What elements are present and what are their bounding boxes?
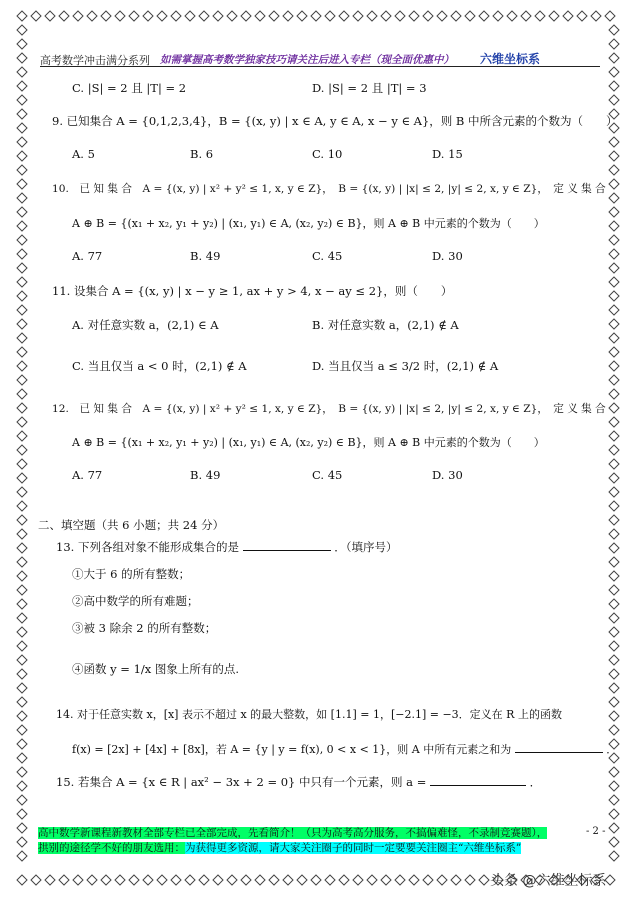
border-diamond: [493, 11, 503, 21]
border-diamond: [339, 875, 349, 885]
footer-promo: [38, 826, 598, 856]
q8-option-c: C. |S| = 2 且 |T| = 2: [72, 81, 187, 95]
border-diamond: [17, 767, 27, 777]
border-diamond: [353, 11, 363, 21]
border-diamond: [17, 347, 27, 357]
border-diamond: [17, 319, 27, 329]
border-diamond: [17, 53, 27, 63]
border-diamond: [609, 305, 619, 315]
border-diamond: [17, 823, 27, 833]
border-diamond: [609, 655, 619, 665]
border-diamond: [17, 137, 27, 147]
border-diamond: [87, 875, 97, 885]
border-diamond: [241, 875, 251, 885]
border-diamond: [609, 221, 619, 231]
border-diamond: [609, 613, 619, 623]
border-diamond: [17, 151, 27, 161]
series-title: 高考数学冲击满分系列: [40, 54, 150, 67]
footer-line-1: 高中数学新课程新教材全部专栏已全部完成，先看简介！（只为高考高分服务，不搞偏难怪，不录制竞赛题），: [38, 827, 548, 839]
q13-item-1: ①大于 6 的所有整数；: [72, 567, 191, 581]
q14-line-1: 14. 对于任意实数 x，[x] 表示不超过 x 的最大整数，如 [1.1] = 1，[−2.1] = −3．定义在 R 上的函数: [56, 708, 562, 721]
border-diamond: [609, 487, 619, 497]
q9-option-b: B. 6: [190, 147, 214, 161]
border-diamond: [609, 641, 619, 651]
border-diamond: [17, 193, 27, 203]
q13-item-4: ④函数 y = 1/x 图象上所有的点.: [72, 662, 240, 676]
q15-stem: [56, 773, 541, 790]
border-diamond: [45, 875, 55, 885]
border-diamond: [17, 725, 27, 735]
footer-line-2-lead: 拱别的途径学不好的朋友选用：: [38, 842, 185, 854]
border-diamond: [17, 109, 27, 119]
border-diamond: [171, 11, 181, 21]
border-diamond: [609, 585, 619, 595]
border-diamond: [609, 291, 619, 301]
border-diamond: [283, 11, 293, 21]
border-diamond: [609, 431, 619, 441]
border-diamond: [143, 875, 153, 885]
border-diamond: [101, 11, 111, 21]
border-diamond: [17, 655, 27, 665]
border-diamond: [609, 795, 619, 805]
border-diamond: [17, 739, 27, 749]
q12-line-1: 12. 已 知 集 合 A = {(x, y) | x² + y² ≤ 1, x, y ∈ Z}， B = {(x, y) | |x| ≤ 2, |y| ≤ 2, x, y ∈ Z}， 定 义 集 合: [52, 403, 606, 415]
border-diamond: [227, 11, 237, 21]
border-diamond: [185, 875, 195, 885]
q13-stem-text: 13. 下列各组对象不能形成集合的是: [56, 540, 239, 554]
border-diamond: [17, 599, 27, 609]
border-diamond: [353, 875, 363, 885]
border-diamond: [381, 875, 391, 885]
border-diamond: [609, 501, 619, 511]
border-diamond: [17, 487, 27, 497]
header-rule: [40, 66, 600, 67]
border-diamond: [311, 875, 321, 885]
q14-line-2-suffix: ．: [606, 743, 618, 756]
border-diamond: [31, 875, 41, 885]
border-diamond: [17, 25, 27, 35]
border-diamond: [255, 11, 265, 21]
border-diamond: [17, 837, 27, 847]
q11-stem: 11. 设集合 A = {(x, y) | x − y ≥ 1, ax + y > 4, x − ay ≤ 2}，则（ ）: [52, 284, 453, 298]
border-diamond: [17, 459, 27, 469]
border-diamond: [609, 389, 619, 399]
q14-line-2: [72, 740, 617, 757]
border-diamond: [609, 25, 619, 35]
border-diamond: [609, 193, 619, 203]
border-diamond: [507, 11, 517, 21]
border-diamond: [465, 875, 475, 885]
border-diamond: [17, 515, 27, 525]
border-diamond: [609, 319, 619, 329]
border-diamond: [423, 875, 433, 885]
border-diamond: [521, 11, 531, 21]
border-diamond: [17, 711, 27, 721]
section-heading: 二、填空题（共 6 小题；共 24 分）: [38, 518, 225, 532]
border-diamond: [17, 627, 27, 637]
border-diamond: [609, 515, 619, 525]
border-diamond: [213, 875, 223, 885]
q9-option-d: D. 15: [432, 147, 463, 161]
q13-item-3: ③被 3 除余 2 的所有整数；: [72, 621, 217, 635]
border-diamond: [199, 875, 209, 885]
border-diamond: [609, 599, 619, 609]
border-diamond: [423, 11, 433, 21]
border-diamond: [609, 767, 619, 777]
border-diamond: [609, 39, 619, 49]
border-diamond: [609, 249, 619, 259]
border-diamond: [609, 67, 619, 77]
q15-stem-suffix: ．: [529, 775, 542, 789]
border-diamond: [17, 165, 27, 175]
border-diamond: [609, 333, 619, 343]
border-diamond: [609, 417, 619, 427]
border-diamond: [609, 81, 619, 91]
border-diamond: [17, 669, 27, 679]
border-diamond: [609, 781, 619, 791]
border-diamond: [311, 11, 321, 21]
border-diamond: [17, 263, 27, 273]
q13-stem-suffix: ．（填序号）: [334, 540, 398, 554]
border-diamond: [367, 875, 377, 885]
border-diamond: [17, 501, 27, 511]
border-diamond: [479, 875, 489, 885]
border-diamond: [297, 11, 307, 21]
border-diamond: [45, 11, 55, 21]
border-diamond: [17, 473, 27, 483]
border-diamond: [17, 305, 27, 315]
q15-stem-text: 15. 若集合 A = {x ∈ R | ax² − 3x + 2 = 0} 中只有一个元素，则 a =: [56, 775, 427, 789]
border-diamond: [17, 11, 27, 21]
border-diamond: [609, 165, 619, 175]
border-diamond: [409, 11, 419, 21]
border-diamond: [17, 613, 27, 623]
border-diamond: [17, 403, 27, 413]
border-diamond: [59, 875, 69, 885]
border-diamond: [395, 875, 405, 885]
border-diamond: [591, 11, 601, 21]
border-diamond: [17, 207, 27, 217]
border-diamond: [115, 11, 125, 21]
border-diamond: [199, 11, 209, 21]
border-diamond: [73, 875, 83, 885]
q13-answer-blank[interactable]: [243, 538, 331, 551]
border-diamond: [241, 11, 251, 21]
border-diamond: [17, 221, 27, 231]
border-diamond: [465, 11, 475, 21]
q12-option-b: B. 49: [190, 468, 221, 482]
border-diamond: [609, 557, 619, 567]
border-diamond: [609, 459, 619, 469]
border-diamond: [17, 809, 27, 819]
border-diamond: [609, 837, 619, 847]
border-diamond: [339, 11, 349, 21]
q12-option-a: A. 77: [72, 468, 103, 482]
page-header: [40, 48, 600, 68]
q11-option-a: A. 对任意实数 a，(2,1) ∈ A: [72, 318, 219, 332]
border-diamond: [143, 11, 153, 21]
border-diamond: [609, 529, 619, 539]
border-diamond: [255, 875, 265, 885]
border-diamond: [227, 875, 237, 885]
border-diamond: [157, 11, 167, 21]
border-diamond: [609, 151, 619, 161]
border-diamond: [609, 851, 619, 861]
border-diamond: [17, 81, 27, 91]
border-diamond: [609, 711, 619, 721]
q10-option-b: B. 49: [190, 249, 221, 263]
border-diamond: [213, 11, 223, 21]
border-diamond: [609, 627, 619, 637]
border-diamond: [73, 11, 83, 21]
q12-line-2: A ⊕ B = {(x₁ + x₂, y₁ + y₂) | (x₁, y₁) ∈ A, (x₂, y₂) ∈ B}，则 A ⊕ B 中元素的个数为（ ）: [72, 436, 545, 449]
border-diamond: [17, 795, 27, 805]
border-diamond: [17, 543, 27, 553]
border-diamond: [563, 11, 573, 21]
border-diamond: [609, 179, 619, 189]
border-diamond: [17, 333, 27, 343]
border-diamond: [185, 11, 195, 21]
border-diamond: [17, 417, 27, 427]
border-diamond: [437, 11, 447, 21]
border-diamond: [157, 875, 167, 885]
border-diamond: [17, 557, 27, 567]
footer-line-2-follow: 为获得更多资源，请大家关注圈子的同时一定要要关注圈主“六维坐标系”: [185, 842, 522, 854]
border-diamond: [17, 641, 27, 651]
border-diamond: [609, 263, 619, 273]
q9-option-c: C. 10: [312, 147, 343, 161]
q9-stem: 9. 已知集合 A = {0,1,2,3,4}，B = {(x, y) | x ∈ A, y ∈ A, x − y ∈ A}，则 B 中所含元素的个数为（ ）: [52, 114, 618, 128]
border-diamond: [609, 683, 619, 693]
border-diamond: [17, 431, 27, 441]
border-diamond: [609, 361, 619, 371]
border-diamond: [101, 875, 111, 885]
border-diamond: [609, 403, 619, 413]
border-diamond: [17, 179, 27, 189]
border-diamond: [129, 11, 139, 21]
border-diamond: [605, 11, 615, 21]
q8-option-d: D. |S| = 2 且 |T| = 3: [312, 81, 427, 95]
border-diamond: [409, 875, 419, 885]
border-diamond: [17, 277, 27, 287]
border-diamond: [451, 11, 461, 21]
border-diamond: [17, 39, 27, 49]
q11-option-d: D. 当且仅当 a ≤ 3/2 时，(2,1) ∉ A: [312, 359, 499, 373]
border-diamond: [17, 697, 27, 707]
border-diamond: [609, 53, 619, 63]
border-diamond: [609, 473, 619, 483]
border-diamond: [609, 669, 619, 679]
border-diamond: [451, 875, 461, 885]
border-diamond: [17, 571, 27, 581]
border-diamond: [609, 697, 619, 707]
border-diamond: [609, 235, 619, 245]
border-diamond: [609, 809, 619, 819]
border-diamond: [609, 375, 619, 385]
q14-answer-blank[interactable]: [515, 740, 603, 753]
border-diamond: [269, 875, 279, 885]
border-diamond: [609, 137, 619, 147]
border-diamond: [31, 11, 41, 21]
border-diamond: [605, 875, 615, 885]
border-diamond: [17, 529, 27, 539]
border-diamond: [609, 725, 619, 735]
border-diamond: [609, 445, 619, 455]
border-diamond: [171, 875, 181, 885]
border-diamond: [609, 823, 619, 833]
border-diamond: [609, 207, 619, 217]
q12-option-d: D. 30: [432, 468, 463, 482]
border-diamond: [17, 683, 27, 693]
border-diamond: [609, 277, 619, 287]
border-diamond: [535, 11, 545, 21]
q13-item-2: ②高中数学的所有难题；: [72, 594, 199, 608]
border-diamond: [59, 11, 69, 21]
border-diamond: [325, 11, 335, 21]
border-diamond: [17, 249, 27, 259]
q11-option-b: B. 对任意实数 a，(2,1) ∉ A: [312, 318, 459, 332]
border-diamond: [269, 11, 279, 21]
border-diamond: [325, 875, 335, 885]
border-diamond: [367, 11, 377, 21]
q14-line-2-text: f(x) = [2x] + [4x] + [8x]，若 A = {y | y = f(x), 0 < x < 1}，则 A 中所有元素之和为: [72, 743, 512, 756]
border-diamond: [283, 875, 293, 885]
border-diamond: [17, 875, 27, 885]
border-diamond: [115, 875, 125, 885]
border-diamond: [87, 11, 97, 21]
q10-line-2: A ⊕ B = {(x₁ + x₂, y₁ + y₂) | (x₁, y₁) ∈ A, (x₂, y₂) ∈ B}，则 A ⊕ B 中元素的个数为（ ）: [72, 217, 545, 230]
border-diamond: [549, 11, 559, 21]
border-diamond: [17, 445, 27, 455]
page-number: - 2 -: [586, 826, 606, 837]
border-diamond: [395, 11, 405, 21]
border-diamond: [609, 347, 619, 357]
border-diamond: [17, 123, 27, 133]
q10-line-1: 10. 已 知 集 合 A = {(x, y) | x² + y² ≤ 1, x, y ∈ Z}， B = {(x, y) | |x| ≤ 2, |y| ≤ 2, x, y ∈ Z}， 定 义 集 合: [52, 183, 606, 195]
border-diamond: [479, 11, 489, 21]
border-diamond: [437, 875, 447, 885]
q13-stem: [56, 538, 398, 555]
q11-option-c: C. 当且仅当 a < 0 时，(2,1) ∉ A: [72, 359, 247, 373]
border-diamond: [17, 235, 27, 245]
q10-option-d: D. 30: [432, 249, 463, 263]
watermark: 头条 @六维坐标系: [490, 873, 607, 889]
border-diamond: [17, 95, 27, 105]
border-diamond: [609, 543, 619, 553]
border-diamond: [17, 753, 27, 763]
border-diamond: [609, 95, 619, 105]
border-diamond: [17, 361, 27, 371]
border-diamond: [17, 781, 27, 791]
brand-name: 六维坐标系: [480, 52, 541, 66]
q12-option-c: C. 45: [312, 468, 343, 482]
q15-answer-blank[interactable]: [430, 773, 526, 786]
q10-option-a: A. 77: [72, 249, 103, 263]
border-diamond: [17, 67, 27, 77]
border-diamond: [17, 851, 27, 861]
promo-text: 如需掌握高考数学独家技巧请关注后进入专栏（现全面优惠中）: [160, 54, 454, 66]
border-diamond: [17, 389, 27, 399]
border-diamond: [577, 11, 587, 21]
border-diamond: [129, 875, 139, 885]
border-diamond: [17, 585, 27, 595]
q10-option-c: C. 45: [312, 249, 343, 263]
q9-option-a: A. 5: [72, 147, 95, 161]
border-diamond: [17, 375, 27, 385]
border-diamond: [297, 875, 307, 885]
border-diamond: [381, 11, 391, 21]
border-diamond: [17, 291, 27, 301]
border-diamond: [609, 571, 619, 581]
